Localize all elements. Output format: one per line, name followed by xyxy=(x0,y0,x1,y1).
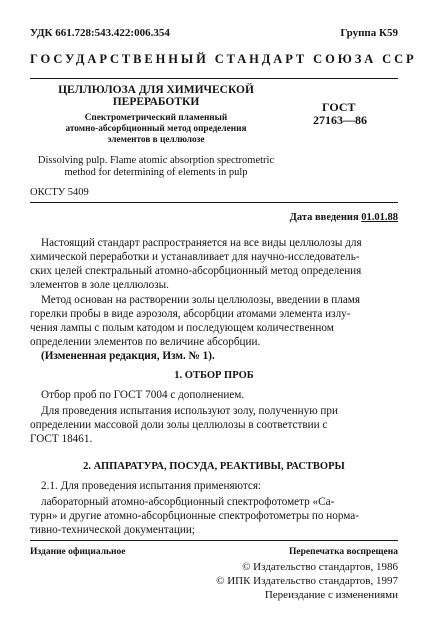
title-block xyxy=(30,84,282,146)
intro-date xyxy=(290,212,398,223)
intro-date-label: Дата введения xyxy=(289,212,359,223)
equipment-line: лабораторный атомно-абсорбционный спектрофотометр «Са- xyxy=(41,496,335,508)
scope-line: элементов в золе целлюлозы. xyxy=(30,279,169,291)
section-1-sampling: Отбор проб по ГОСТ 7004 с дополнением. xyxy=(41,389,245,401)
group-code: Группа К59 xyxy=(340,27,398,39)
footer-rule xyxy=(30,540,398,541)
doc-subtitle-line2: атомно-абсорбционный метод определения xyxy=(65,124,247,134)
intro-date-value: 01.01.88 xyxy=(361,212,398,223)
method-line: Метод основан на растворении золы целлюлозы, введении в пламя xyxy=(41,294,361,306)
scope-line: Настоящий стандарт распространяется на все виды целлюлозы для xyxy=(41,237,362,249)
ash-line: определении массовой доли золы целлюлозы в соответствии с xyxy=(30,419,328,431)
standard-org-title: ГОСУДАРСТВЕННЫЙ СТАНДАРТ СОЮЗА ССР xyxy=(30,52,417,66)
amendment-note: (Измененная редакция, Изм. № 1). xyxy=(41,350,215,362)
ash-line: Для проведения испытания используют золу, полученную при xyxy=(41,405,338,417)
scope-paragraph xyxy=(30,236,398,292)
copyright-1997: © ИПК Издательство стандартов, 1997 xyxy=(216,575,398,587)
english-title-line2: method for determining of elements in pulp xyxy=(64,167,248,178)
section-1-title: 1. ОТБОР ПРОБ xyxy=(174,370,254,381)
header-rule xyxy=(30,78,398,79)
doc-subtitle-line1: Спектрометрический пламенный xyxy=(84,113,228,123)
section-2-intro: 2.1. Для проведения испытания применяются: xyxy=(41,480,262,492)
section-2-title: 2. АППАРАТУРА, ПОСУДА, РЕАКТИВЫ, РАСТВОРЫ xyxy=(83,461,345,472)
method-line: определении элементов по величине абсорбции. xyxy=(30,336,261,348)
gost-number: 27163—86 xyxy=(313,113,367,127)
gost-label: ГОСТ xyxy=(322,100,356,114)
official-edition-label: Издание официальное xyxy=(30,547,126,557)
english-title-line1: Dissolving pulp. Flame atomic absorption spectrometric xyxy=(37,155,275,166)
method-line: горелки пробы в виде аэрозоля, абсорбции атомами элемента излу- xyxy=(30,308,351,320)
ash-line: ГОСТ 18461. xyxy=(30,433,93,445)
doc-subtitle-line3: элементов в целлюлозе xyxy=(107,135,205,145)
okstu-code: ОКСТУ 5409 xyxy=(30,187,89,198)
okstu-rule xyxy=(30,202,398,203)
reissue-note: Переиздание с изменениями xyxy=(264,589,398,601)
doc-title-line2: ПЕРЕРАБОТКИ xyxy=(112,96,200,108)
doc-title-line1: ЦЕЛЛЮЛОЗА ДЛЯ ХИМИЧЕСКОЙ xyxy=(58,84,254,96)
method-paragraph xyxy=(30,293,398,349)
scope-line: химической переработки и устанавливает для научно-исследователь- xyxy=(30,251,360,263)
scope-line: ских целей спектральный атомно-абсорбционный метод определения xyxy=(30,265,362,277)
section-2-equipment-paragraph xyxy=(30,495,398,537)
reprint-prohibited-label: Перепечатка воспрещена xyxy=(288,547,398,557)
method-line: чения лампы с полым катодом и последующем количественном xyxy=(30,322,334,334)
section-1-ash-paragraph xyxy=(30,404,398,446)
udk-code: УДК 661.728:543.422:006.354 xyxy=(30,27,170,39)
copyright-1986: © Издательство стандартов, 1986 xyxy=(242,561,398,573)
equipment-line: тивно-технической документации; xyxy=(30,524,195,536)
equipment-line: турн» и другие атомно-абсорбционные спектрофотометры по норма- xyxy=(30,510,359,522)
